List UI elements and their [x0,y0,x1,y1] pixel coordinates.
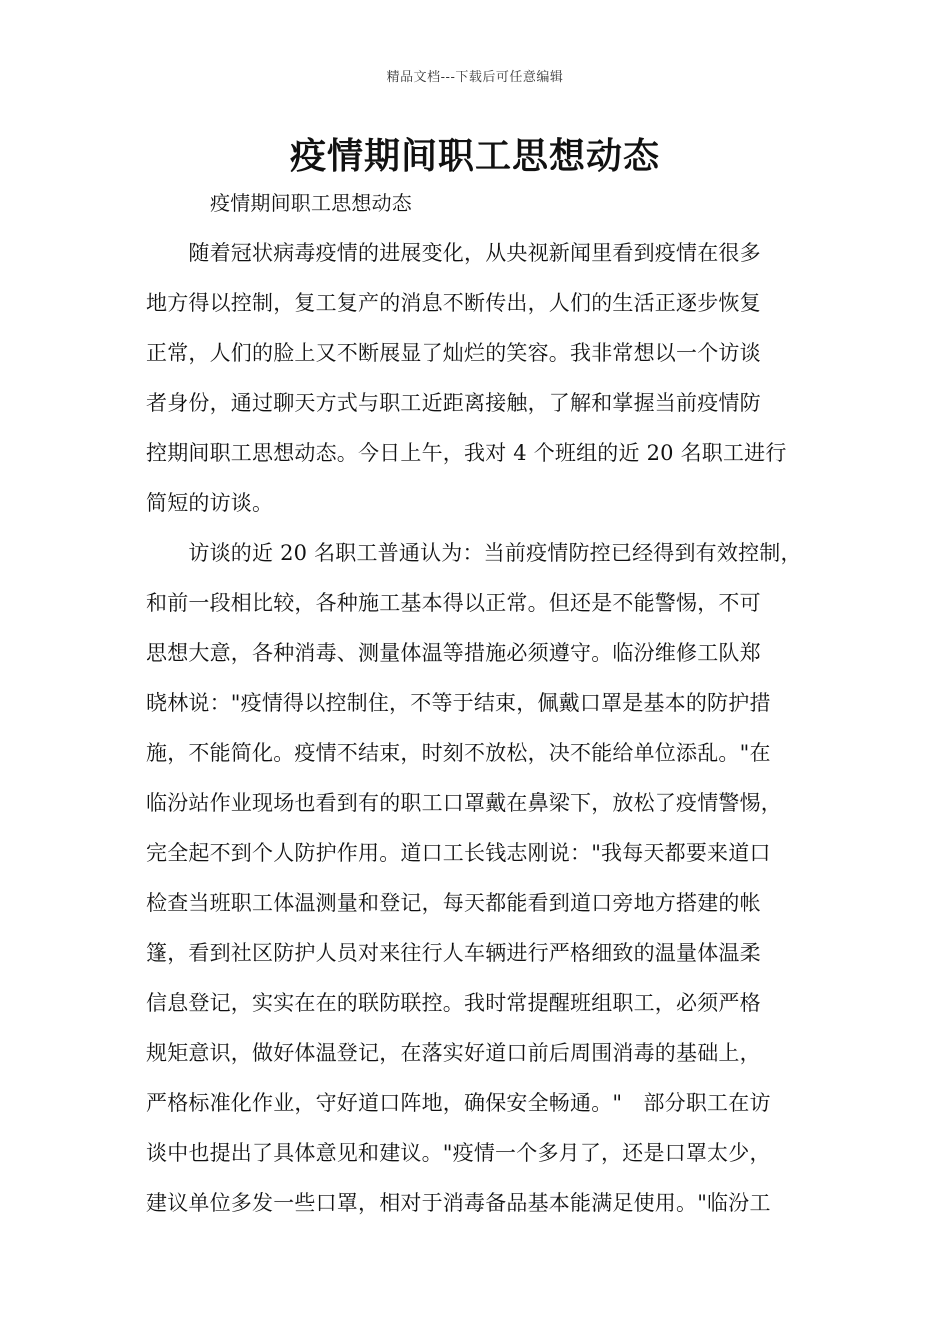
body-line: 者身份，通过聊天方式与职工近距离接触，了解和掌握当前疫情防 [146,391,761,415]
body-line: 规矩意识，做好体温登记，在落实好道口前后周围消毒的基础上， [146,1041,761,1065]
body-line: 完全起不到个人防护作用。道口工长钱志刚说："我每天都要来道口 [146,841,771,865]
document-body [146,178,816,1228]
body-line: 施，不能简化。疫情不结束，时刻不放松，决不能给单位添乱。"在 [146,741,771,765]
document-title: 疫情期间职工思想动态 [289,135,660,177]
body-line: 简短的访谈。 [146,491,274,515]
body-line: 临汾站作业现场也看到有的职工口罩戴在鼻梁下，放松了疫情警惕， [146,791,782,815]
body-line: 篷，看到社区防护人员对来往行人车辆进行严格细致的温量体温柔 [146,941,761,965]
subtitle: 疫情期间职工思想动态 [210,191,412,215]
body-line: 随着冠状病毒疫情的进展变化，从央视新闻里看到疫情在很多 [146,241,761,265]
body-line: 建议单位多发一些口罩，相对于消毒备品基本能满足使用。"临汾工 [146,1191,771,1215]
body-line: 检查当班职工体温测量和登记，每天都能看到道口旁地方搭建的帐 [146,891,761,915]
body-line: 访谈的近 20 名职工普通认为：当前疫情防控已经得到有效控制， [146,541,802,565]
body-line: 控期间职工思想动态。今日上午，我对 4 个班组的近 20 名职工进行 [146,441,787,465]
body-line: 思想大意，各种消毒、测量体温等措施必须遵守。临汾维修工队郑 [146,641,761,665]
body-line: 严格标准化作业，守好道口阵地，确保安全畅通。" 部分职工在访 [146,1091,771,1115]
body-line: 正常，人们的脸上又不断展显了灿烂的笑容。我非常想以一个访谈 [146,341,761,365]
body-line: 地方得以控制，复工复产的消息不断传出，人们的生活正逐步恢复 [146,291,761,315]
header-note: 精品文档---下载后可任意编辑 [386,70,564,85]
body-line: 信息登记，实实在在的联防联控。我时常提醒班组职工，必须严格 [146,991,761,1015]
body-line: 谈中也提出了具体意见和建议。"疫情一个多月了，还是口罩太少， [146,1141,771,1165]
body-line: 晓林说："疫情得以控制住，不等于结束，佩戴口罩是基本的防护措 [146,691,771,715]
body-line: 和前一段相比较，各种施工基本得以正常。但还是不能警惕，不可 [146,591,761,615]
